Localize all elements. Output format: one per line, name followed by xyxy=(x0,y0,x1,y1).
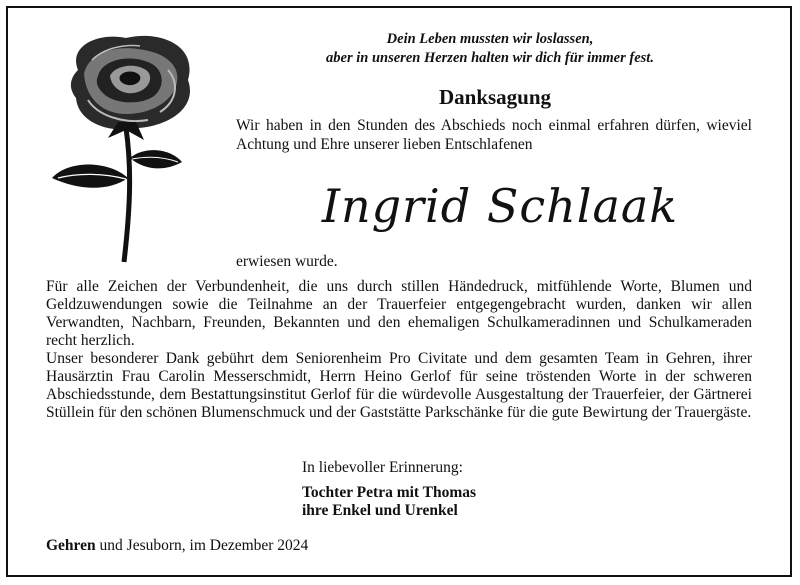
rose-icon xyxy=(48,30,208,266)
paragraph-1: Für alle Zeichen der Verbundenheit, die uns durch stillen Händedruck, mitfühlende Worte, Blumen und Geldzuwendungen sowie die Teilnahme an der Trauerfeier entgegengebracht wurden, danken wir allen Verwandten, Nachbarn, Freunden, Bekannten und den ehemaligen Schulkameradinnen und Schulkameraden recht herzlich. xyxy=(46,278,752,349)
intro-text: Wir haben in den Stunden des Abschieds noch einmal erfahren dürfen, wieviel Achtung und Ehre unserer lieben Entschlafenen xyxy=(236,117,752,153)
closing-line: In liebevoller Erinnerung: xyxy=(302,459,463,476)
place-date xyxy=(46,536,308,555)
signers xyxy=(302,484,476,520)
signer-line-1: Tochter Petra mit Thomas xyxy=(302,484,477,501)
paragraph-2: Unser besonderer Dank gebührt dem Seniorenheim Pro Civitate und dem gesamten Team in Gehren, ihrer Hausärztin Frau Carolin Messerschmidt, Herrn Heino Gerlof für seine tröstenden Worte in der schweren Abschiedsstunde, dem Bestattungsinstitut Gerlof für die würdevolle Ausgestaltung der Trauerfeier, der Gärtnerei Stüllein für den schönen Blumenschmuck und der Gaststätte Parkschänke für die gute Bewirtung der Trauergäste. xyxy=(46,350,752,421)
motto-line-1: Dein Leben mussten wir loslassen, xyxy=(386,31,594,47)
motto xyxy=(280,30,700,68)
motto-line-2: aber in unseren Herzen halten wir dich für immer fest. xyxy=(326,50,654,66)
notice-title: Danksagung xyxy=(438,85,552,109)
after-name-text: erwiesen wurde. xyxy=(236,253,338,270)
signer-line-2: ihre Enkel und Urenkel xyxy=(302,502,458,519)
deceased-name: Ingrid Schlaak xyxy=(321,179,679,233)
place-name: Gehren xyxy=(46,537,96,554)
place-date-rest: und Jesuborn, im Dezember 2024 xyxy=(95,537,309,554)
thanks-body xyxy=(46,278,752,422)
